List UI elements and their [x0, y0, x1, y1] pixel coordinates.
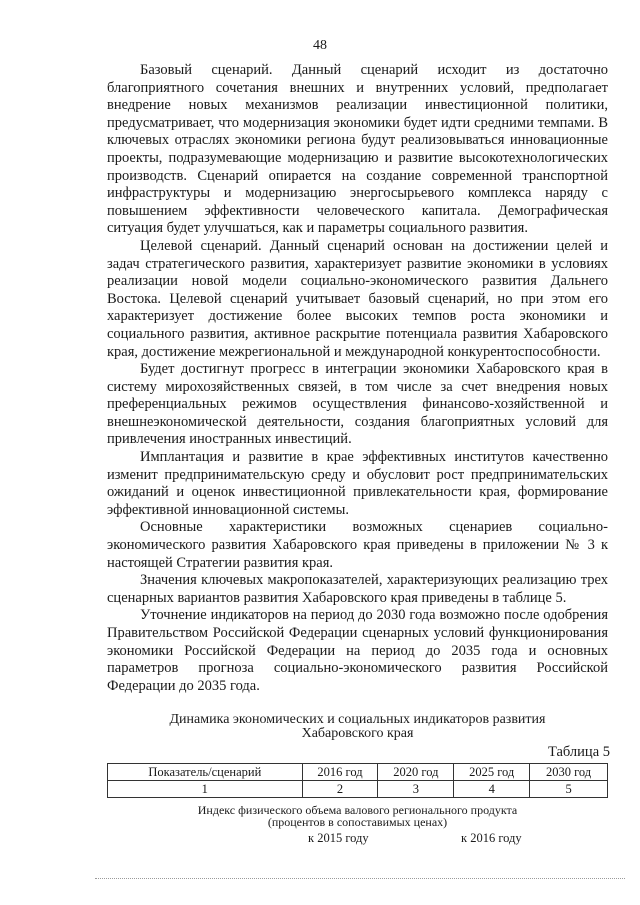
table-title-line-1: Динамика экономических и социальных индикаторов развития: [169, 712, 546, 727]
paragraph-table-reference: Значения ключевых макропоказателей, характеризующих реализацию трех сценарных вариантов развития Хабаровского края приведены в таблице 5.: [107, 572, 608, 606]
header-2025: 2025 год: [454, 764, 530, 781]
section-caption: [107, 804, 608, 828]
section-caption-line-2: (процентов в сопоставимых ценах): [267, 815, 448, 829]
column-number-5: 5: [530, 781, 608, 798]
table-title-line-2: Хабаровского края: [301, 726, 414, 741]
paragraph-institutions: Имплантация и развитие в крае эффективных институтов качественно изменит предпринимательскую среду и обусловит рост предпринимательских ожиданий и оценок инвестиционной привлекательности края, формирование эффективной инновационной системы.: [107, 449, 608, 518]
table-title: [107, 713, 608, 741]
paragraph-indicator-refinement: Уточнение индикаторов на период до 2030 года возможно после одобрения Правительством Российской Федерации сценарных условий функционирования экономики Российской Федерации на период до 2035 года и основных параметров прогноза социально-экономического развития Российской Федерации до 2035 года.: [107, 607, 608, 694]
header-indicator: Показатель/сценарий: [108, 764, 303, 781]
column-number-4: 4: [454, 781, 530, 798]
column-number-2: 2: [302, 781, 378, 798]
paragraph-integration: Будет достигнут прогресс в интеграции экономики Хабаровского края в систему мирохозяйственных связей, в том числе за счет внедрения новых преференциальных режимов осуществления финансово-хозяйственной и внешнеэкономической деятельности, создания благоприятных условий для привлечения иностранных инвестиций.: [107, 361, 608, 448]
page-number: 48: [313, 38, 327, 53]
header-2020: 2020 год: [378, 764, 454, 781]
body-text: [107, 62, 608, 695]
header-2030: 2030 год: [530, 764, 608, 781]
header-2016: 2016 год: [302, 764, 378, 781]
table-header-row: [108, 764, 608, 781]
base-year-2016: к 2016 году: [461, 831, 522, 845]
section-caption-line-1: Индекс физического объема валового регионального продукта: [197, 803, 518, 817]
column-number-3: 3: [378, 781, 454, 798]
scan-artifact-line: [95, 878, 625, 879]
paragraph-appendix-reference: Основные характеристики возможных сценариев социально-экономического развития Хабаровского края приведены в приложении № 3 к настоящей Стратегии развития края.: [107, 519, 608, 571]
paragraph-target-scenario: Целевой сценарий. Данный сценарий основан на достижении целей и задач стратегического развития, характеризует развитие экономики в условиях реализации новой модели социально-экономического развития Дальнего Востока. Целевой сценарий учитывает базовый сценарий, но при этом его характеризует достижение более высоких темпов роста экономики и социального развития, активное раскрытие потенциала развития Хабаровского края, достижение межрегиональной и международной конкурентоспособности.: [107, 237, 608, 360]
table-label: Таблица 5: [547, 744, 610, 760]
base-year-2015: к 2015 году: [308, 831, 369, 845]
indicators-table: [107, 763, 608, 798]
column-number-1: 1: [108, 781, 303, 798]
paragraph-baseline-scenario: Базовый сценарий. Данный сценарий исходит из достаточно благоприятного сочетания внешних и внутренних условий, предполагает внедрение новых механизмов реализации инвестиционной политики, предусматривает, что модернизация экономики будет идти средними темпами. В ключевых отраслях экономики региона будут реализовываться инновационные проекты, подразумевающие модернизацию и развитие высокотехнологических производств. Сценарий опирается на создание современной транспортной инфраструктуры и модернизацию энергосырьевого комплекса наряду с повышением эффективности человеческого капитала. Демографическая ситуация будет улучшаться, как и параметры социального развития.: [107, 62, 608, 237]
table-number-row: [108, 781, 608, 798]
